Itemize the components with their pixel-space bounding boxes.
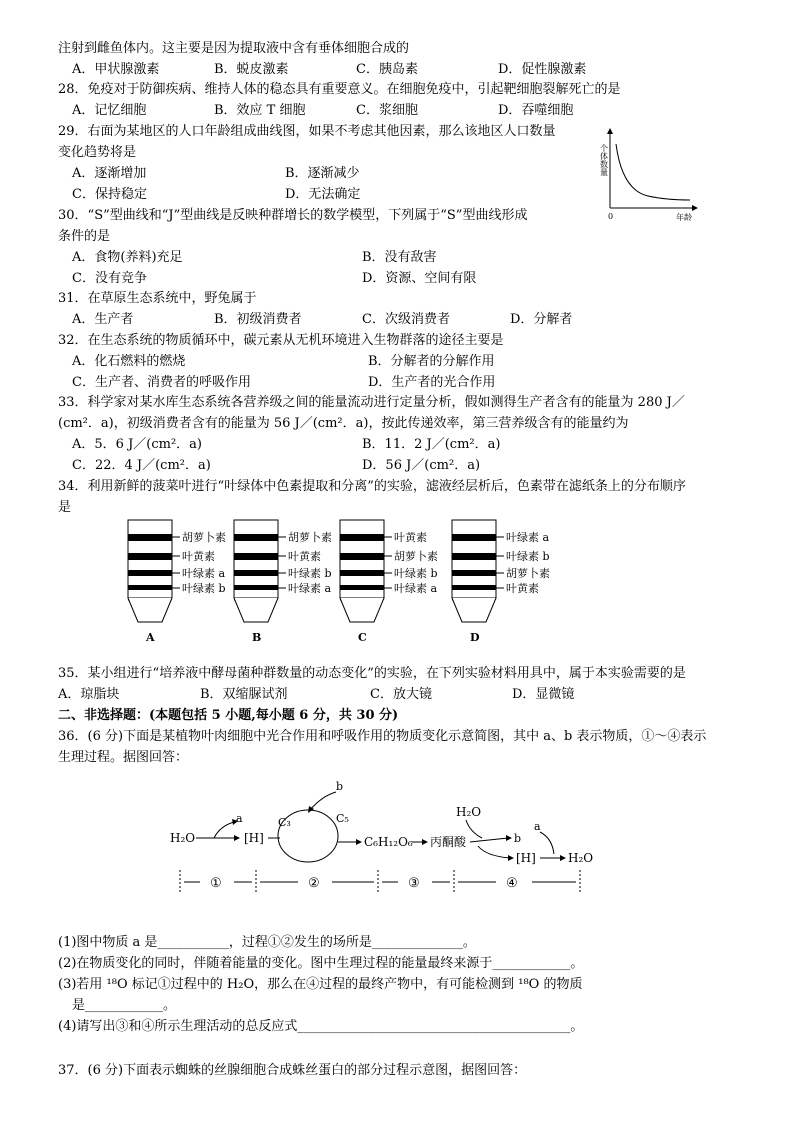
question-28: 28．免疫对于防御疾病、维持人体的稳态具有重要意义。在细胞免疫中，引起靶细胞裂解死亡的是	[58, 82, 621, 97]
band-label: 叶黄素	[182, 550, 215, 563]
band-label: 叶绿素 b	[394, 567, 438, 580]
step-label: ④	[506, 876, 518, 891]
option: C．胰岛素	[356, 62, 418, 77]
option: B．没有敌害	[362, 250, 437, 265]
question-34-cont: 是	[58, 500, 72, 515]
option: B．双缩脲试剂	[200, 687, 288, 702]
band-label: 叶绿素 b	[506, 550, 550, 563]
question-37: 37．(6 分)下面表示蜘蛛的丝腺细胞合成蛛丝蛋白的部分过程示意图，据图回答：	[58, 1063, 527, 1078]
question-29-cont: 变化趋势将是	[58, 145, 137, 160]
option: C．保持稳定	[72, 187, 147, 202]
question-30: 30．“S”型曲线和“J”型曲线是反映种群增长的数学模型，下列属于“S”型曲线形成	[58, 208, 528, 223]
c5-label: C₅	[336, 812, 349, 825]
strip-letter: D	[470, 631, 480, 644]
a-right-label: a	[534, 820, 541, 833]
band-label: 叶绿素 b	[288, 567, 332, 580]
option: C．放大镜	[370, 687, 432, 702]
strip-letter: A	[146, 631, 155, 644]
option: D．分解者	[510, 312, 573, 327]
question-36-cont: 生理过程。据图回答：	[58, 750, 189, 765]
a-left-label: a	[236, 812, 243, 825]
option: A．甲状腺激素	[72, 62, 160, 77]
option: B．蜕皮激素	[214, 62, 289, 77]
question-34: 34．利用新鲜的菠菜叶进行“叶绿体中色素提取和分离”的实验，滤液经层析后，色素带在滤纸条上的分布顺序	[58, 479, 686, 494]
option: B．分解者的分解作用	[368, 354, 495, 369]
question-30-cont: 条件的是	[58, 229, 111, 244]
option: C．生产者、消费者的呼吸作用	[72, 375, 251, 390]
option: C．浆细胞	[356, 103, 418, 118]
band-label: 叶绿素 a	[394, 582, 438, 595]
question-31: 31．在草原生态系统中，野兔属于	[58, 291, 257, 306]
h2o-top-label: H₂O	[456, 805, 482, 819]
option: D．资源、空间有限	[362, 271, 477, 286]
option: A．食物(养料)充足	[72, 250, 183, 265]
option: D．生产者的光合作用	[368, 375, 496, 390]
sub-question-3-cont: 是____________。	[72, 998, 177, 1013]
question-29: 29．右面为某地区的人口年龄组成曲线图，如果不考虑其他因素，那么该地区人口数量	[58, 124, 556, 139]
population-age-graph	[596, 124, 704, 224]
strip-b	[234, 520, 332, 644]
option: D．促性腺激素	[498, 62, 587, 77]
band-label: 叶黄素	[288, 550, 321, 563]
option: D．显微镜	[512, 687, 575, 702]
sub-question-3: (3)若用 ¹⁸O 标记①过程中的 H₂O，那么在④过程的最终产物中，有可能检测到 ¹⁸O 的物质	[58, 977, 583, 992]
section-heading: 二、非选择题：(本题包括 5 小题,每小题 6 分，共 30 分)	[58, 708, 399, 723]
question-36: 36．(6 分)下面是某植物叶肉细胞中光合作用和呼吸作用的物质变化示意简图，其中 a、b 表示物质，①～④表示	[58, 729, 707, 744]
option: A．生产者	[72, 312, 134, 327]
origin-label: 0	[608, 212, 614, 221]
question-33: 33．科学家对某水库生态系统各营养级之间的能量流动进行定量分析，假如测得生产者含有的能量为 280 J／	[58, 395, 685, 410]
option: A．琼脂块	[58, 687, 120, 702]
band-label: 叶黄素	[394, 531, 427, 544]
strip-a	[128, 520, 226, 644]
strip-letter: B	[252, 631, 262, 644]
band-label: 胡萝卜素	[506, 567, 550, 580]
y-axis-label: 个体数量	[599, 144, 609, 176]
question-33-cont: (cm²．a)，初级消费者含有的能量为 56 J／(cm²．a)，按此传递效率，第三营养级含有的能量约为	[58, 416, 629, 431]
band-label: 胡萝卜素	[182, 531, 226, 544]
sub-question-1: (1)图中物质 a 是___________，过程①②发生的场所是______________。	[58, 935, 476, 950]
sub-question-4: (4)请写出③和④所示生理活动的总反应式__________________________________________。	[58, 1019, 584, 1034]
option: A．5．6 J／(cm²．a)	[72, 437, 202, 452]
chromatography-strips	[120, 518, 590, 648]
option: C．22．4 J／(cm²．a)	[72, 458, 211, 473]
band-label: 胡萝卜素	[394, 550, 438, 563]
question-27-stem: 注射到雌鱼体内。这主要是因为提取液中含有垂体细胞合成的	[58, 41, 410, 56]
step-label: ①	[210, 876, 222, 891]
option: B．11．2 J／(cm²．a)	[362, 437, 501, 452]
option: A．记忆细胞	[72, 103, 147, 118]
option: A．逐渐增加	[72, 166, 147, 181]
band-label: 叶绿素 a	[182, 567, 226, 580]
option: B．效应 T 细胞	[214, 103, 306, 118]
option: C．没有竞争	[72, 271, 147, 286]
option: B．逐渐减少	[285, 166, 360, 181]
strip-letter: C	[358, 631, 367, 644]
pyruvate-label: 丙酮酸	[430, 835, 467, 849]
h2o-left-label: H₂O	[170, 831, 196, 845]
option: D．56 J／(cm²．a)	[362, 458, 481, 473]
band-label: 叶绿素 a	[288, 582, 332, 595]
b-top-label: b	[336, 780, 344, 793]
option: D．吞噬细胞	[498, 103, 574, 118]
band-label: 胡萝卜素	[288, 531, 332, 544]
option: C．次级消费者	[362, 312, 450, 327]
band-label: 叶绿素 b	[182, 582, 226, 595]
x-axis-label: 年龄	[676, 213, 692, 222]
option: A．化石燃料的燃烧	[72, 354, 186, 369]
band-label: 叶黄素	[506, 582, 539, 595]
c3-label: C₃	[278, 816, 291, 829]
h2o-right-label: H₂O	[568, 851, 594, 865]
glucose-label: C₆H₁₂O₆	[364, 835, 413, 849]
b-right-label: b	[514, 832, 522, 845]
photosynthesis-respiration-diagram	[160, 776, 600, 906]
option: D．无法确定	[285, 187, 361, 202]
band-label: 叶绿素 a	[506, 531, 550, 544]
question-35: 35．某小组进行“培养液中酵母菌种群数量的动态变化”的实验，在下列实验材料用具中，属于本实验需要的是	[58, 666, 686, 681]
sub-question-2: (2)在物质变化的同时，伴随着能量的变化。图中生理过程的能量最终来源于____________。	[58, 956, 584, 971]
question-32: 32．在生态系统的物质循环中，碳元素从无机环境进入生物群落的途径主要是	[58, 333, 504, 348]
option: B．初级消费者	[214, 312, 302, 327]
h-label: [H]	[244, 831, 264, 845]
population-curve	[616, 144, 690, 200]
step-label: ③	[408, 876, 420, 891]
h-right-label: [H]	[516, 851, 536, 865]
strip-c	[340, 520, 438, 644]
strip-d	[452, 520, 550, 644]
step-label: ②	[308, 876, 320, 891]
